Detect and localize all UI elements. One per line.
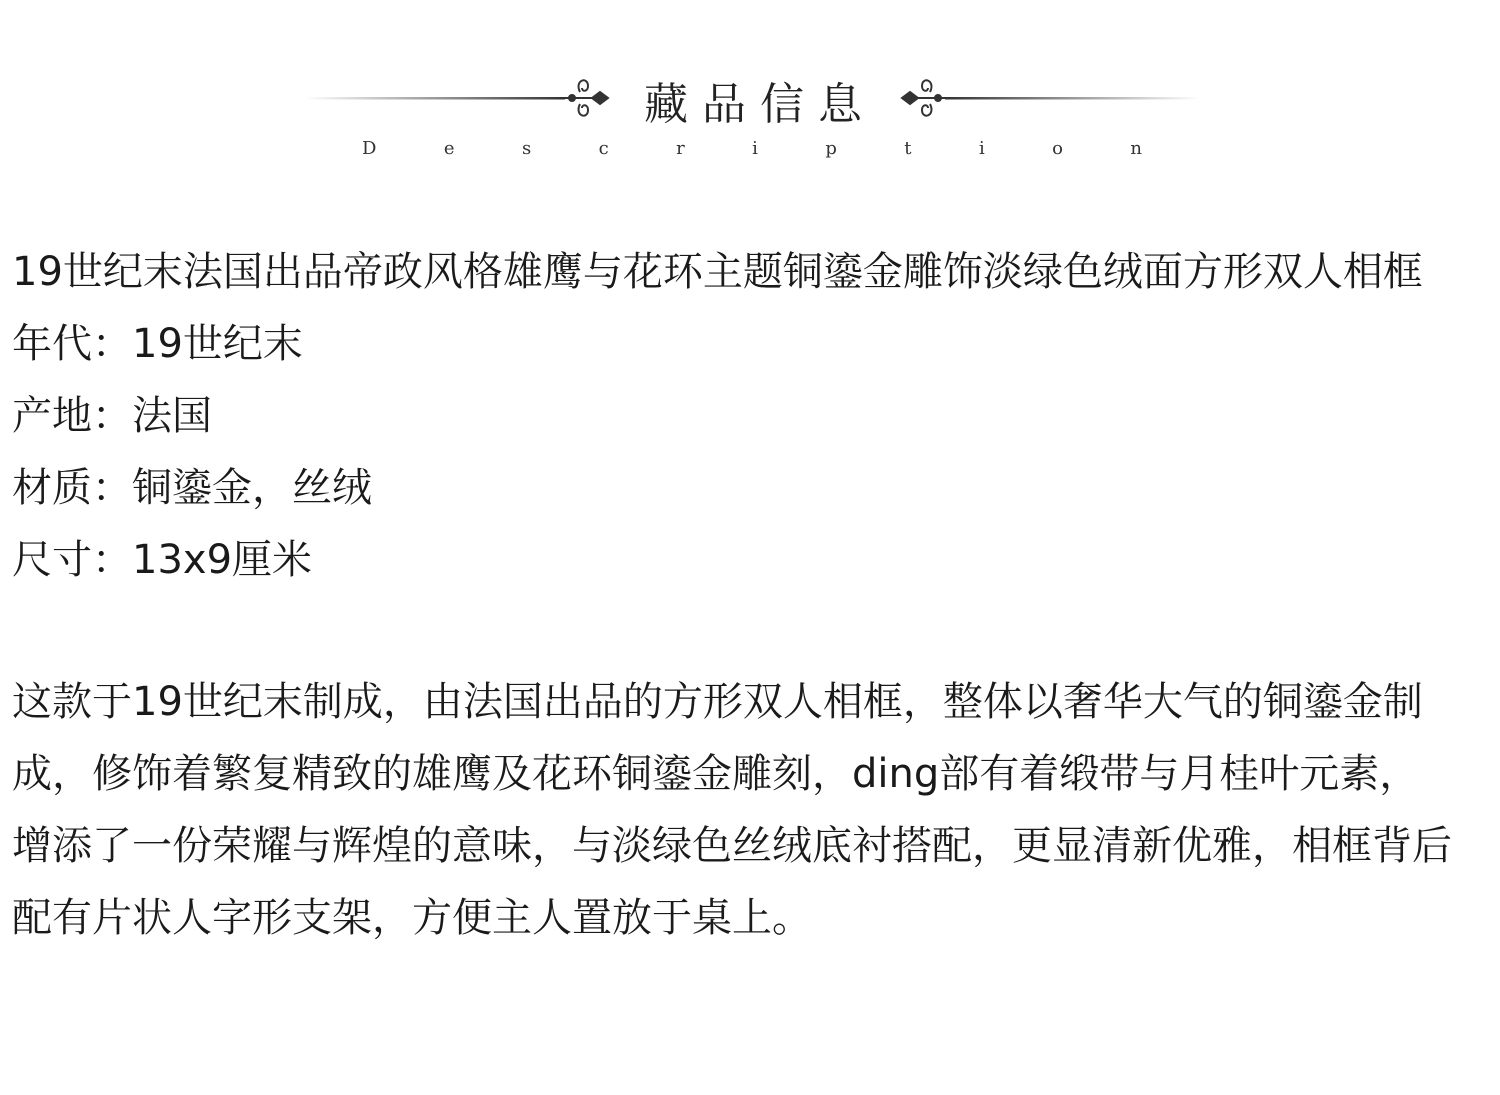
item-info — [12, 236, 1452, 954]
spec-value: 法国 — [132, 393, 212, 439]
subtitle-letter: e — [443, 138, 455, 159]
item-description: 这款于19世纪末制成，由法国出品的方形双人相框，整体以奢华大气的铜鎏金制成，修饰着繁复精致的雄鹰及花环铜鎏金雕刻，ding部有着缎带与月桂叶元素，增添了一份荣耀与辉煌的意味，与淡绿色丝绒底衬搭配，更显清新优雅，相框背后配有片状人字形支架，方便主人置放于桌上。 — [12, 679, 1452, 941]
right-flourish-icon — [902, 80, 950, 115]
subtitle-letter: t — [904, 138, 912, 159]
item-title: 19世纪末法国出品帝政风格雄鹰与花环主题铜鎏金雕饰淡绿色绒面方形双人相框 — [12, 249, 1423, 295]
subtitle-letter: c — [598, 138, 609, 159]
spec-label: 尺寸： — [12, 537, 132, 583]
spec-label: 年代： — [12, 321, 132, 367]
spec-value: 13x9厘米 — [132, 537, 313, 583]
section-header — [0, 60, 1500, 170]
spec-value: 铜鎏金，丝绒 — [132, 465, 372, 511]
spec-row-material — [12, 452, 1452, 524]
spec-label: 材质： — [12, 465, 132, 511]
subtitle-letter: D — [362, 138, 377, 159]
subtitle-letter: n — [1130, 138, 1142, 159]
subtitle-letter: i — [752, 138, 758, 159]
spec-label: 产地： — [12, 393, 132, 439]
subtitle-letter: r — [676, 138, 685, 159]
section-subtitle — [362, 138, 1142, 159]
spec-value: 19世纪末 — [132, 321, 303, 367]
paragraph-spacer — [12, 596, 1452, 666]
left-divider-line — [305, 97, 565, 100]
subtitle-letter: p — [825, 138, 837, 159]
left-flourish-icon — [560, 80, 608, 115]
subtitle-letter: i — [978, 138, 985, 159]
section-title: 藏品信息 — [644, 79, 876, 130]
subtitle-letter: s — [521, 138, 532, 159]
right-divider-line — [945, 97, 1200, 100]
spec-list — [12, 308, 1452, 596]
subtitle-letter: o — [1052, 138, 1063, 159]
spec-row-era — [12, 308, 1452, 380]
spec-row-size — [12, 524, 1452, 596]
spec-row-origin — [12, 380, 1452, 452]
